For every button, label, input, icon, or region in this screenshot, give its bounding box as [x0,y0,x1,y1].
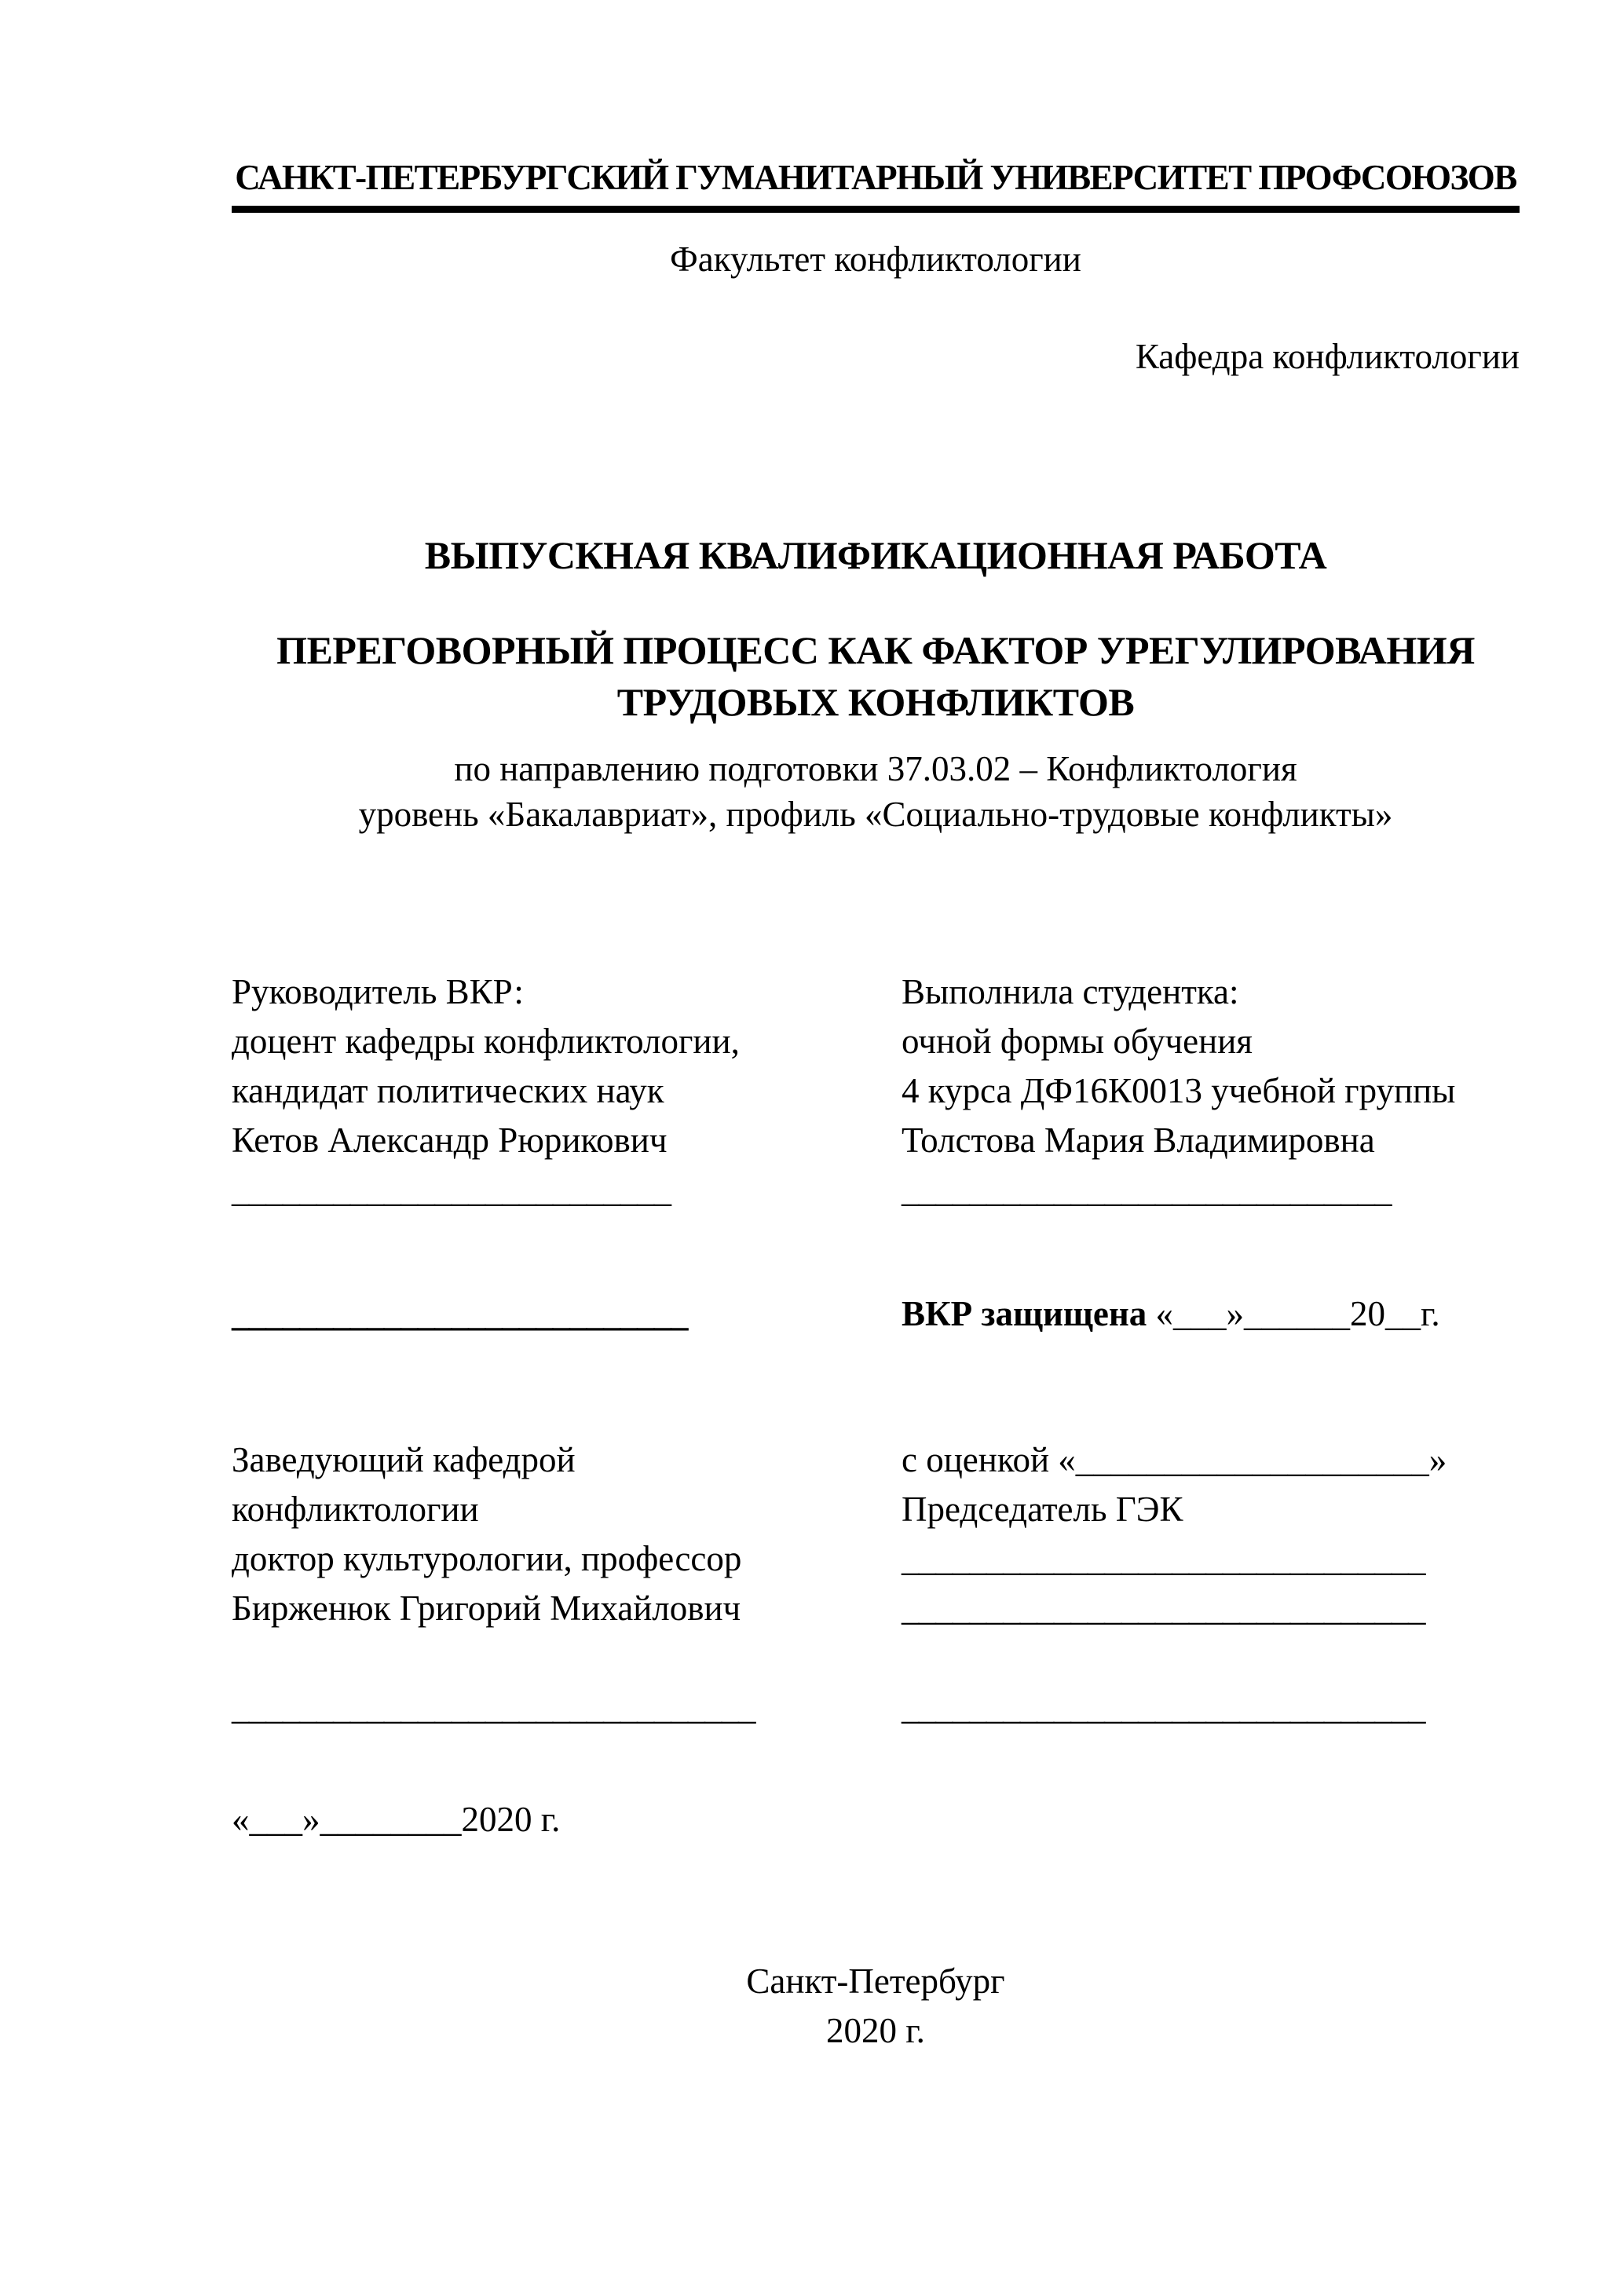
supervisor-name: Кетов Александр Рюрикович [232,1121,668,1160]
university-name: САНКТ-ПЕТЕРБУРГСКИЙ ГУМАНИТАРНЫЙ УНИВЕРСИТЕТ ПРОФСОЮЗОВ [235,158,1516,197]
committee-chairman-label: Председатель ГЭК [902,1490,1183,1529]
department-head-degree: доктор культурологии, профессор [232,1539,742,1578]
student-block [902,967,1522,1215]
faculty-line: Факультет конфликтологии [670,239,1081,279]
committee-block [902,1435,1522,1732]
defense-date-blank: «___»______20__г. [1147,1294,1440,1333]
supervisor-signature-line: __________________________ [232,1170,671,1209]
student-role: Выполнила студентка: [902,972,1239,1011]
program-direction: по направлению подготовки 37.03.02 – Конфликтология [454,749,1297,788]
committee-signature-line-1: _______________________________ [902,1539,1425,1578]
student-name: Толстова Мария Владимировна [902,1121,1375,1160]
supervisor-position: доцент кафедры конфликтологии, [232,1022,740,1061]
program-info [232,746,1520,837]
department-line: Кафедра конфликтологии [1135,337,1520,376]
department-head-position-line2: конфликтологии [232,1490,479,1529]
supervisor-degree: кандидат политических наук [232,1071,664,1110]
department-head-signature-line: _______________________________ [232,1687,755,1727]
date-blank-line: «___»________2020 г. [232,1800,561,1839]
student-study-form: очной формы обучения [902,1022,1253,1061]
thesis-topic-line2: ТРУДОВЫХ КОНФЛИКТОВ [616,680,1135,724]
work-type-title: ВЫПУСКНАЯ КВАЛИФИКАЦИОННАЯ РАБОТА [424,533,1327,577]
header-rule [232,206,1520,213]
footer-block [232,1957,1520,2056]
supervisor-block [232,967,883,1215]
supervisor-role: Руководитель ВКР: [232,972,524,1011]
student-signature-line: _____________________________ [902,1170,1392,1209]
department-head-name: Бирженюк Григорий Михайлович [232,1589,741,1628]
defense-date-block [902,1289,1522,1339]
footer-year: 2020 г. [826,2011,925,2050]
committee-grade-line: с оценкой «____________________» [902,1440,1447,1479]
student-group: 4 курса ДФ16К0013 учебной группы [902,1071,1456,1110]
committee-signature-line-2: _______________________________ [902,1589,1425,1628]
footer-city: Санкт-Петербург [746,1961,1005,2001]
department-head-block [232,1435,883,1732]
program-level-profile: уровень «Бакалавриат», профиль «Социально-трудовые конфликты» [358,795,1393,834]
defense-signature-line: ___________________________ [232,1294,688,1333]
department-head-position-line1: Заведующий кафедрой [232,1440,576,1479]
thesis-topic-line1: ПЕРЕГОВОРНЫЙ ПРОЦЕСС КАК ФАКТОР УРЕГУЛИРОВАНИЯ [276,628,1475,672]
committee-signature-line-3: _______________________________ [902,1687,1425,1727]
thesis-topic [232,624,1520,728]
defense-label: ВКР защищена [902,1294,1147,1333]
